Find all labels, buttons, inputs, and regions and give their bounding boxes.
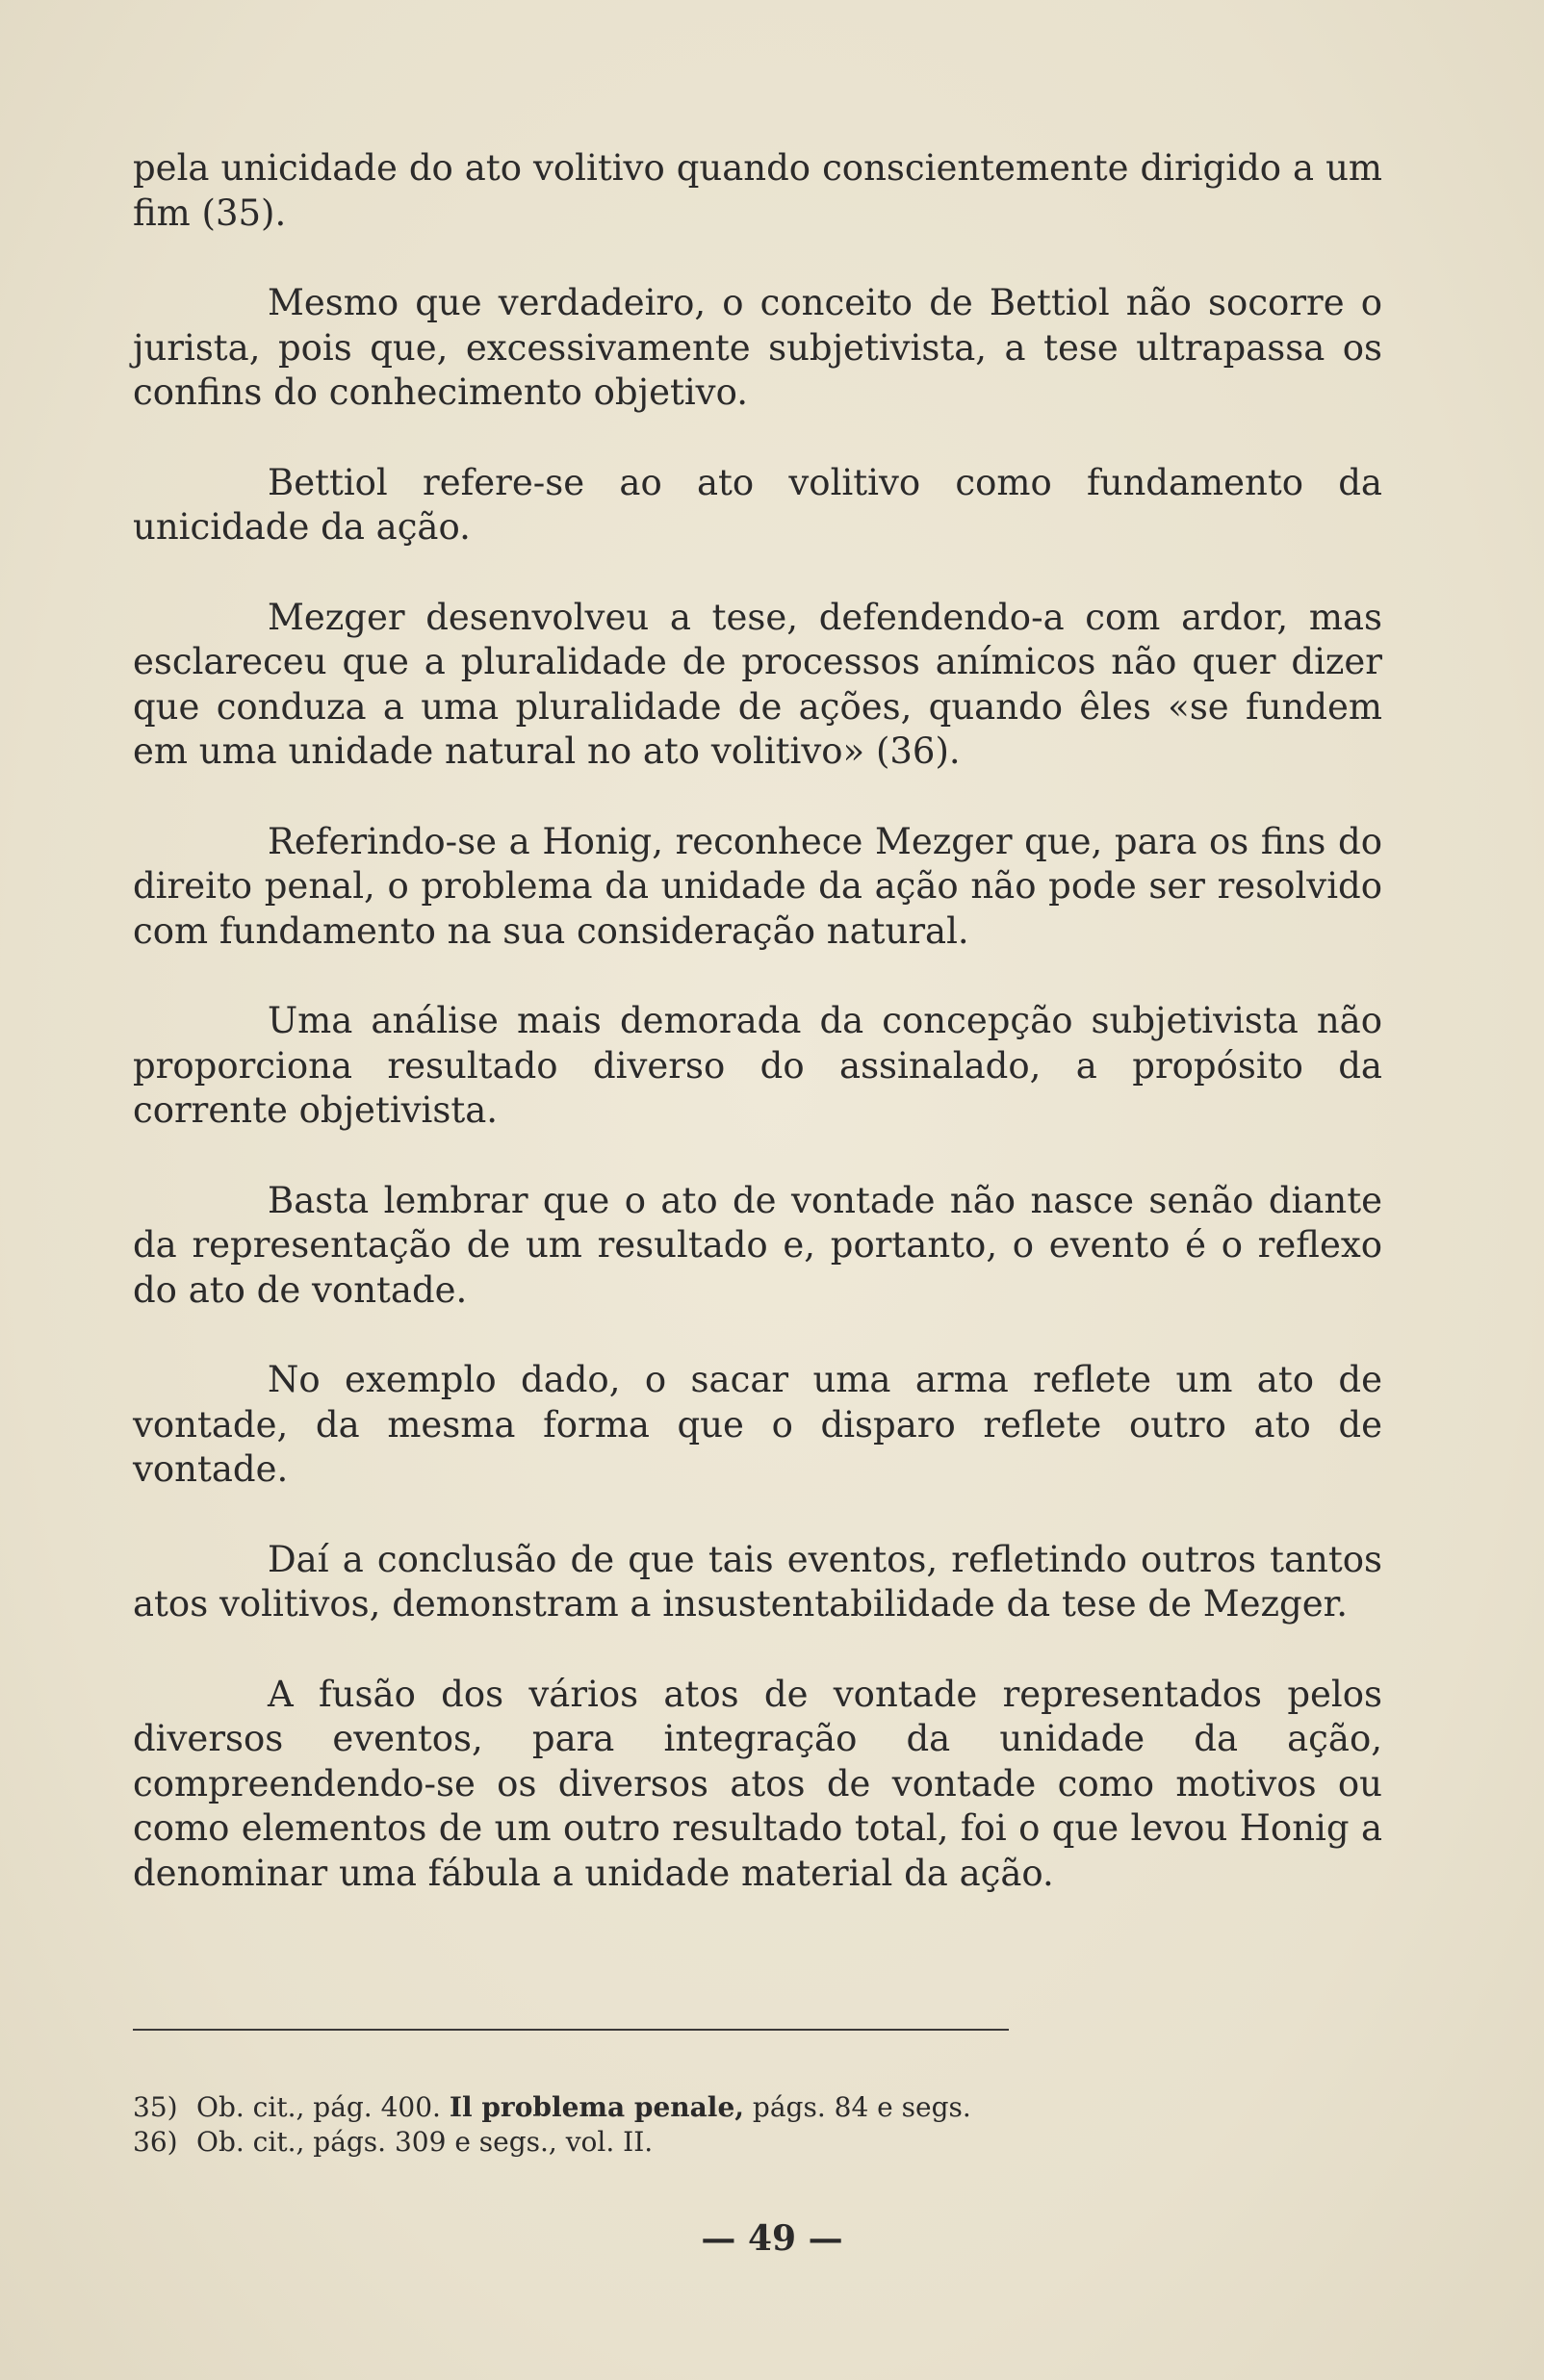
- paragraph-4: Mezger desenvolveu a tese, defendendo-a com ardor, mas esclareceu que a pluralidade de processos anímicos não quer dizer que conduza a uma pluralidade de ações, quando êles «se fundem em uma unidade natural no ato volitivo» (36).: [133, 596, 1382, 772]
- footnote-divider: [133, 2029, 1009, 2031]
- body-text: [133, 146, 1382, 1896]
- footnote-text: Ob. cit., pág. 400.: [196, 2091, 441, 2123]
- paragraph-10: A fusão dos vários atos de vontade representados pelos diversos eventos, para integração da unidade da ação, compreendendo-se os diversos atos de vontade como motivos ou como elementos de um outro resultado total, foi o que levou Honig a denominar uma fábula a unidade material da ação.: [133, 1673, 1382, 1894]
- paragraph-7: Basta lembrar que o ato de vontade não nasce senão diante da representação de um resultado e, portanto, o evento é o reflexo do ato de vontade.: [133, 1179, 1382, 1311]
- paragraph-2: Mesmo que verdadeiro, o conceito de Bettiol não socorre o jurista, pois que, excessivamente subjetivista, a tese ultrapassa os confins do conhecimento objetivo.: [133, 282, 1382, 413]
- paragraph-8: No exemplo dado, o sacar uma arma reflete um ato de vontade, da mesma forma que o disparo reflete outro ato de vontade.: [133, 1359, 1382, 1490]
- page-number: — 49 —: [701, 2218, 843, 2259]
- paragraph-9: Daí a conclusão de que tais eventos, refletindo outros tantos atos volitivos, demonstram a insustentabilidade da tese de Mezger.: [133, 1538, 1382, 1625]
- footnote-text: Ob. cit., págs. 309 e segs., vol. II.: [196, 2126, 654, 2158]
- footnote-35: [133, 2090, 1382, 2125]
- footnote-number: 36): [133, 2126, 178, 2158]
- paragraph-1: pela unicidade do ato volitivo quando conscientemente dirigido a um fim (35).: [133, 147, 1382, 234]
- footnote-36: [133, 2125, 1382, 2160]
- paragraph-3: Bettiol refere-se ao ato volitivo como fundamento da unicidade da ação.: [133, 461, 1382, 548]
- footnote-text-tail: págs. 84 e segs.: [752, 2091, 971, 2123]
- paragraph-6: Uma análise mais demorada da concepção subjetivista não proporciona resultado diverso do assinalado, a propósito da corrente objetivista.: [133, 1000, 1382, 1131]
- paragraph-5: Referindo-se a Honig, reconhece Mezger que, para os fins do direito penal, o problema da unidade da ação não pode ser resolvido com fundamento na sua consideração natural.: [133, 820, 1382, 952]
- footnote-number: 35): [133, 2091, 178, 2123]
- footnotes: [133, 2090, 1382, 2160]
- footnote-book-title: Il problema penale,: [449, 2091, 745, 2123]
